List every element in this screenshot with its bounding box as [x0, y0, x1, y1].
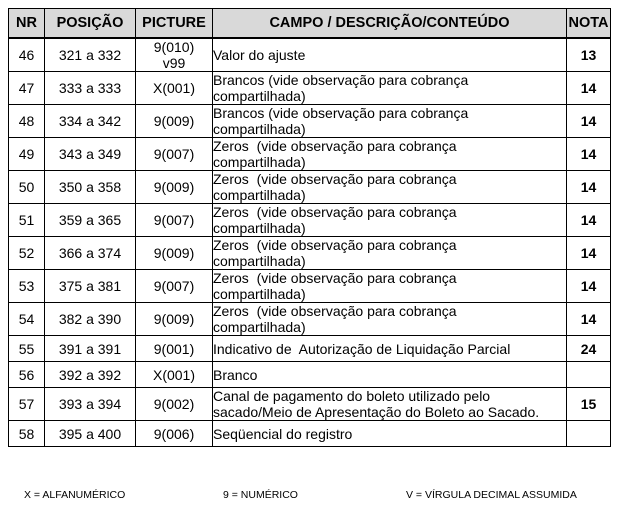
cell-picture: 9(001): [136, 336, 213, 362]
cell-posicao: 359 a 365: [45, 204, 136, 237]
header-posicao: POSIÇÃO: [45, 9, 136, 39]
table-header-row: [9, 9, 611, 39]
cell-descricao: Canal de pagamento do boleto utilizado pelo sacado/Meio de Apresentação do Boleto ao Sacado.: [213, 388, 567, 421]
cell-nr: 49: [9, 138, 45, 171]
cell-nota: 14: [567, 171, 611, 204]
cell-nr: 51: [9, 204, 45, 237]
cell-nr: 54: [9, 303, 45, 336]
cell-picture: 9(009): [136, 303, 213, 336]
cell-nr: 57: [9, 388, 45, 421]
cell-nr: 46: [9, 38, 45, 72]
cell-posicao: 321 a 332: [45, 38, 136, 72]
table-row: [9, 303, 611, 336]
cell-posicao: 393 a 394: [45, 388, 136, 421]
cell-descricao: Branco: [213, 362, 567, 388]
cell-nr: 53: [9, 270, 45, 303]
cell-nota: 14: [567, 204, 611, 237]
cell-picture: 9(007): [136, 204, 213, 237]
cell-picture: 9(009): [136, 237, 213, 270]
cell-nota: 14: [567, 138, 611, 171]
header-nota: NOTA: [567, 9, 611, 39]
table-row: [9, 421, 611, 447]
cell-descricao: Zeros (vide observação para cobrança compartilhada): [213, 204, 567, 237]
cell-posicao: 350 a 358: [45, 171, 136, 204]
cell-posicao: 391 a 391: [45, 336, 136, 362]
legend-virgula-decimal: V = VÍRGULA DECIMAL ASSUMIDA: [406, 489, 577, 501]
table-row: [9, 336, 611, 362]
header-picture: PICTURE: [136, 9, 213, 39]
table-row: [9, 388, 611, 421]
header-nr: NR: [9, 9, 45, 39]
cell-posicao: 392 a 392: [45, 362, 136, 388]
table-row: [9, 362, 611, 388]
cell-nr: 50: [9, 171, 45, 204]
cell-nr: 47: [9, 72, 45, 105]
cell-posicao: 382 a 390: [45, 303, 136, 336]
cell-nota: 14: [567, 237, 611, 270]
cell-nr: 55: [9, 336, 45, 362]
cell-picture: 9(007): [136, 270, 213, 303]
cell-nota: [567, 362, 611, 388]
cell-descricao: Zeros (vide observação para cobrança compartilhada): [213, 303, 567, 336]
cell-nota: 14: [567, 72, 611, 105]
cell-nota: 14: [567, 303, 611, 336]
cell-picture: 9(009): [136, 171, 213, 204]
table-row: [9, 237, 611, 270]
cell-posicao: 366 a 374: [45, 237, 136, 270]
cell-descricao: Valor do ajuste: [213, 38, 567, 72]
cell-posicao: 395 a 400: [45, 421, 136, 447]
table-row: [9, 38, 611, 72]
header-campo: CAMPO / DESCRIÇÃO/CONTEÚDO: [213, 9, 567, 39]
table-row: [9, 138, 611, 171]
table-row: [9, 105, 611, 138]
cell-nota: 15: [567, 388, 611, 421]
cell-posicao: 343 a 349: [45, 138, 136, 171]
cell-picture: 9(002): [136, 388, 213, 421]
legend-numerico: 9 = NUMÉRICO: [223, 489, 298, 501]
legend-alfanumerico: X = ALFANUMÉRICO: [24, 489, 126, 501]
table-row: [9, 72, 611, 105]
cell-nota: 14: [567, 105, 611, 138]
cell-nr: 48: [9, 105, 45, 138]
cell-nota: [567, 421, 611, 447]
cell-nr: 58: [9, 421, 45, 447]
cell-nr: 56: [9, 362, 45, 388]
cell-posicao: 333 a 333: [45, 72, 136, 105]
cell-picture: 9(007): [136, 138, 213, 171]
table-row: [9, 204, 611, 237]
legend: [0, 489, 619, 503]
cell-descricao: Brancos (vide observação para cobrança compartilhada): [213, 105, 567, 138]
cell-descricao: Zeros (vide observação para cobrança compartilhada): [213, 270, 567, 303]
cell-descricao: Seqüencial do registro: [213, 421, 567, 447]
cell-picture: X(001): [136, 362, 213, 388]
cell-nota: 13: [567, 38, 611, 72]
cell-picture: 9(006): [136, 421, 213, 447]
table-row: [9, 171, 611, 204]
cell-descricao: Zeros (vide observação para cobrança compartilhada): [213, 138, 567, 171]
cell-descricao: Zeros (vide observação para cobrança compartilhada): [213, 237, 567, 270]
record-layout-table: [8, 8, 611, 447]
cell-descricao: Indicativo de Autorização de Liquidação Parcial: [213, 336, 567, 362]
cell-posicao: 375 a 381: [45, 270, 136, 303]
cell-picture: 9(010) v99: [136, 38, 213, 72]
cell-picture: X(001): [136, 72, 213, 105]
cell-descricao: Zeros (vide observação para cobrança compartilhada): [213, 171, 567, 204]
cell-descricao: Brancos (vide observação para cobrança compartilhada): [213, 72, 567, 105]
cell-posicao: 334 a 342: [45, 105, 136, 138]
table-row: [9, 270, 611, 303]
cell-nr: 52: [9, 237, 45, 270]
cell-nota: 24: [567, 336, 611, 362]
cell-nota: 14: [567, 270, 611, 303]
cell-picture: 9(009): [136, 105, 213, 138]
